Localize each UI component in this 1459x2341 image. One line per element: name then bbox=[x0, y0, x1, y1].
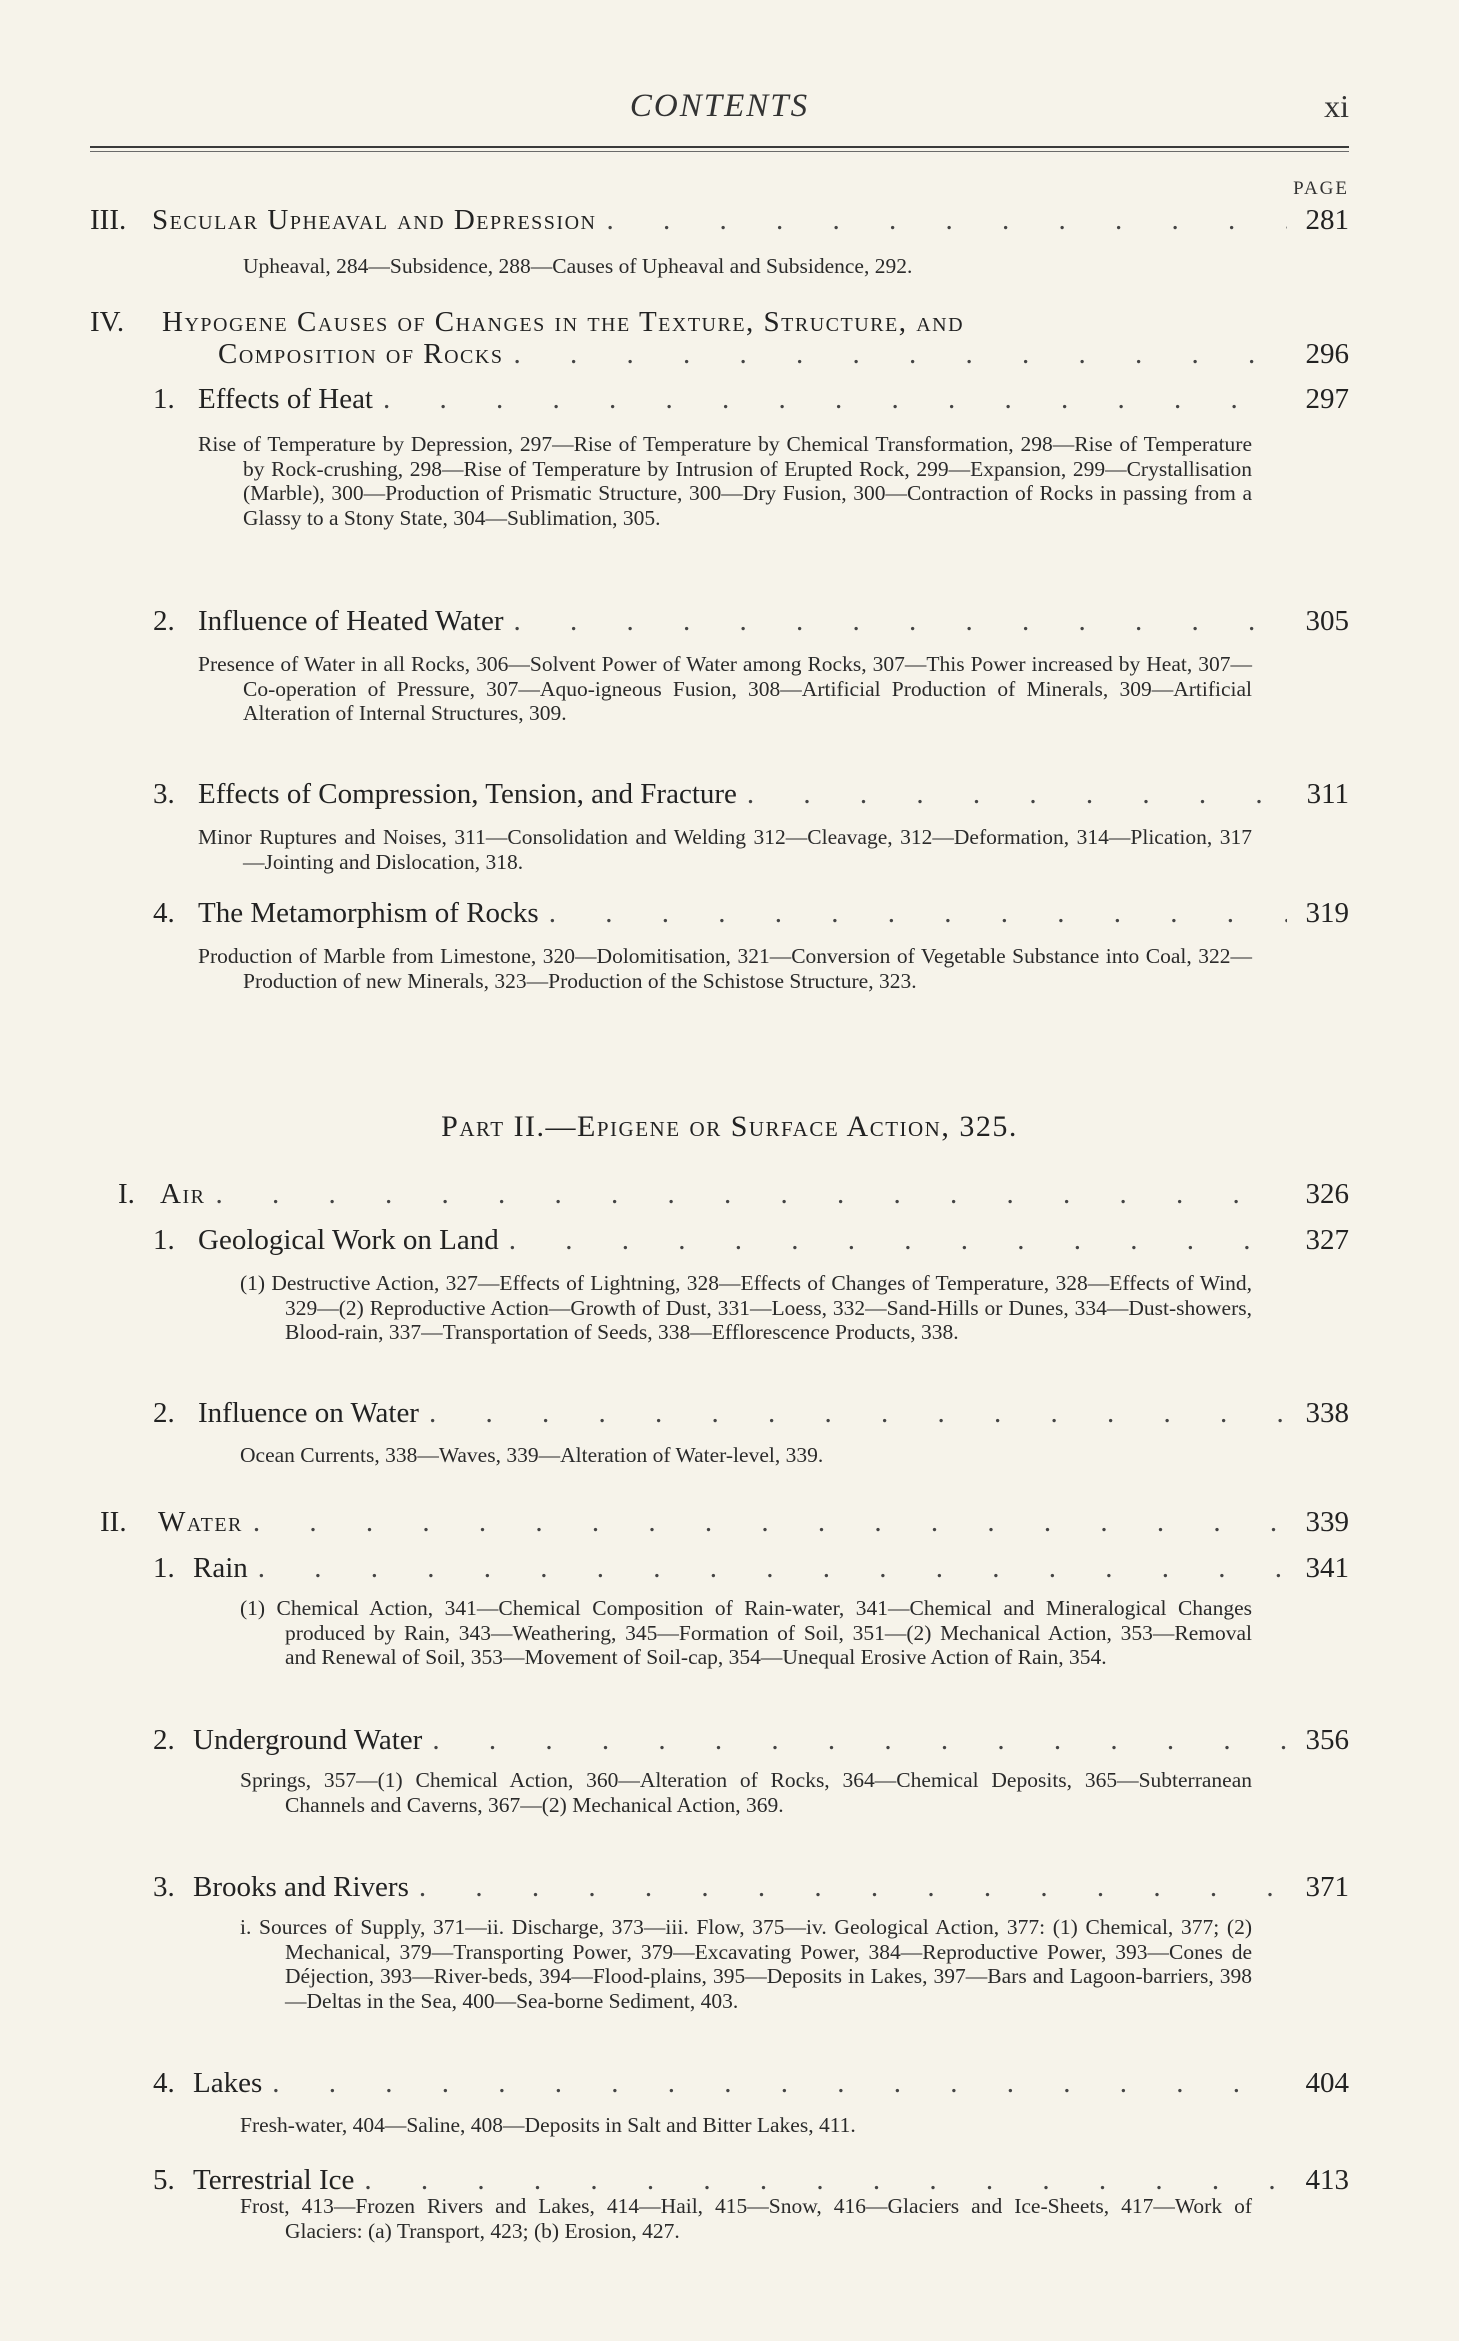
toc-entry bbox=[153, 1397, 1349, 1430]
entry-number: III. bbox=[90, 204, 127, 236]
entry-page: 371 bbox=[1305, 1871, 1349, 1903]
entry-description: Fresh-water, 404—Saline, 408—Deposits in Salt and Bitter Lakes, 411. bbox=[240, 2113, 856, 2137]
entry-title: Secular Upheaval and Depression bbox=[152, 204, 597, 236]
toc-entry bbox=[90, 204, 1349, 237]
entry-description: Frost, 413—Frozen Rivers and Lakes, 414—Hail, 415—Snow, 416—Glaciers and Ice-Sheets, 417—Work of Glaciers: (a) Transport, 423; (b) Erosion, 427. bbox=[240, 2194, 1252, 2243]
entry-title-line1: Hypogene Causes of Changes in the Texture, Structure, and bbox=[162, 306, 965, 338]
entry-title: Influence on Water bbox=[198, 1397, 419, 1429]
header-rule bbox=[90, 146, 1349, 148]
toc-entry bbox=[153, 1552, 1349, 1585]
dot-leader bbox=[215, 1178, 1287, 1211]
header-rule-thin bbox=[90, 151, 1349, 152]
entry-title: Effects of Heat bbox=[198, 383, 373, 415]
dot-leader bbox=[419, 1871, 1287, 1904]
part-heading bbox=[0, 1110, 1459, 1144]
entry-title: Composition of Rocks bbox=[218, 338, 504, 370]
entry-description: i. Sources of Supply, 371—ii. Discharge, 373—iii. Flow, 375—iv. Geological Action, 377: (1) Chemical, 377; (2) Mechanical, 379—Transporting Power, 379—Excavating Power, 384—Reproductive Power, 393—Cones de Déjection, 393—River-beds, 394—Flood-plains, 395—Deposits in Lakes, 397—Bars and Lagoon-barriers, 398—Deltas in the Sea, 400—Sea-borne Sediment, 403. bbox=[240, 1915, 1252, 2013]
entry-page: 356 bbox=[1305, 1724, 1349, 1756]
toc-entry bbox=[153, 897, 1349, 930]
entry-page: 339 bbox=[1305, 1506, 1349, 1538]
entry-title: Rain bbox=[193, 1552, 248, 1584]
entry-description: Production of Marble from Limestone, 320—Dolomitisation, 321—Conversion of Vegetable Substance into Coal, 322—Production of new Minerals, 323—Production of the Schistose Structure, 323. bbox=[198, 944, 1252, 993]
entry-page: 338 bbox=[1305, 1397, 1349, 1429]
entry-description: Ocean Currents, 338—Waves, 339—Alteration of Water-level, 339. bbox=[240, 1443, 824, 1467]
entry-page: 404 bbox=[1305, 2067, 1349, 2099]
entry-title: Geological Work on Land bbox=[198, 1224, 499, 1256]
toc-entry bbox=[118, 1178, 1349, 1211]
entry-number: 2. bbox=[153, 1397, 175, 1429]
entry-description: Upheaval, 284—Subsidence, 288—Causes of Upheaval and Subsidence, 292. bbox=[243, 254, 913, 278]
entry-page: 281 bbox=[1305, 204, 1349, 236]
entry-number: I. bbox=[118, 1178, 135, 1210]
part-page: 325. bbox=[959, 1110, 1018, 1143]
entry-number: 1. bbox=[153, 383, 175, 415]
entry-title: Effects of Compression, Tension, and Fracture bbox=[198, 778, 737, 810]
entry-title: Water bbox=[158, 1506, 243, 1538]
toc-entry bbox=[153, 605, 1349, 638]
dot-leader bbox=[509, 1224, 1287, 1257]
entry-description: Springs, 357—(1) Chemical Action, 360—Alteration of Rocks, 364—Chemical Deposits, 365—Subterranean Channels and Caverns, 367—(2) Mechanical Action, 369. bbox=[240, 1768, 1252, 1817]
dot-leader bbox=[383, 383, 1287, 416]
entry-page: 311 bbox=[1306, 778, 1349, 810]
entry-description: Rise of Temperature by Depression, 297—Rise of Temperature by Chemical Transformation, 298—Rise of Temperature by Rock-crushing, 298—Rise of Temperature by Intrusion of Erupted Rock, 299—Expansion, 299—Crystallisation (Marble), 300—Production of Prismatic Structure, 300—Dry Fusion, 300—Contraction of Rocks in passing from a Glassy to a Stony State, 304—Sublimation, 305. bbox=[198, 432, 1252, 530]
dot-leader bbox=[513, 338, 1287, 371]
entry-title: Underground Water bbox=[193, 1724, 423, 1756]
toc-entry bbox=[153, 1724, 1349, 1757]
running-head bbox=[90, 88, 1349, 128]
toc-entry-line1 bbox=[90, 306, 1253, 339]
toc-entry bbox=[153, 1871, 1349, 1904]
entry-description: Minor Ruptures and Noises, 311—Consolidation and Welding 312—Cleavage, 312—Deformation, 314—Plication, 317—Jointing and Dislocation, 318. bbox=[198, 825, 1252, 874]
entry-number: 2. bbox=[153, 1724, 175, 1756]
entry-number: 2. bbox=[153, 605, 175, 637]
toc-entry bbox=[153, 2067, 1349, 2100]
entry-page: 297 bbox=[1305, 383, 1349, 415]
entry-number: IV. bbox=[90, 306, 125, 338]
entry-description: Presence of Water in all Rocks, 306—Solvent Power of Water among Rocks, 307—This Power increased by Heat, 307—Co-operation of Pressure, 307—Aquo-igneous Fusion, 308—Artificial Production of Minerals, 309—Artificial Alteration of Internal Structures, 309. bbox=[198, 652, 1252, 725]
dot-leader bbox=[364, 2164, 1287, 2197]
dot-leader bbox=[429, 1397, 1287, 1430]
entry-description: (1) Destructive Action, 327—Effects of Lightning, 328—Effects of Changes of Temperature, 328—Effects of Wind, 329—(2) Reproductive Action—Growth of Dust, 331—Loess, 332—Sand-Hills or Dunes, 334—Dust-showers, Blood-rain, 337—Transportation of Seeds, 338—Efflorescence Products, 338. bbox=[240, 1271, 1252, 1344]
entry-page: 413 bbox=[1305, 2164, 1349, 2196]
entry-title: Brooks and Rivers bbox=[193, 1871, 409, 1903]
entry-page: 341 bbox=[1305, 1552, 1349, 1584]
entry-title: Lakes bbox=[193, 2067, 263, 2099]
running-head-title: CONTENTS bbox=[629, 88, 810, 124]
toc-entry bbox=[218, 338, 1349, 371]
dot-leader bbox=[253, 1506, 1287, 1539]
part-title: Part II.—Epigene or Surface Action, bbox=[441, 1110, 951, 1143]
entry-number: 4. bbox=[153, 2067, 175, 2099]
entry-title: Air bbox=[160, 1178, 206, 1210]
toc-entry bbox=[153, 383, 1349, 416]
entry-number: II. bbox=[100, 1506, 127, 1538]
entry-page: 296 bbox=[1305, 338, 1349, 370]
entry-number: 4. bbox=[153, 897, 175, 929]
entry-number: 1. bbox=[153, 1552, 175, 1584]
dot-leader bbox=[258, 1552, 1287, 1585]
entry-title: Influence of Heated Water bbox=[198, 605, 504, 637]
page-number: xi bbox=[1324, 88, 1349, 124]
entry-description: (1) Chemical Action, 341—Chemical Composition of Rain-water, 341—Chemical and Mineralogical Changes produced by Rain, 343—Weathering, 345—Formation of Soil, 351—(2) Mechanical Action, 353—Removal and Renewal of Soil, 353—Movement of Soil-cap, 354—Unequal Erosive Action of Rain, 354. bbox=[240, 1596, 1252, 1669]
dot-leader bbox=[514, 605, 1288, 638]
toc-entry bbox=[153, 2164, 1349, 2197]
dot-leader bbox=[272, 2067, 1287, 2100]
entry-page: 326 bbox=[1305, 1178, 1349, 1210]
entry-number: 3. bbox=[153, 1871, 175, 1903]
dot-leader bbox=[432, 1724, 1287, 1757]
entry-number: 5. bbox=[153, 2164, 175, 2196]
entry-page: 327 bbox=[1305, 1224, 1349, 1256]
entry-page: 319 bbox=[1305, 897, 1349, 929]
dot-leader bbox=[549, 897, 1287, 930]
dot-leader bbox=[606, 204, 1287, 237]
toc-entry bbox=[100, 1506, 1349, 1539]
toc-entry bbox=[153, 778, 1349, 811]
entry-number: 3. bbox=[153, 778, 175, 810]
entry-title: The Metamorphism of Rocks bbox=[198, 897, 539, 929]
entry-title: Terrestrial Ice bbox=[193, 2164, 355, 2196]
page-column-label: PAGE bbox=[1293, 178, 1349, 199]
dot-leader bbox=[747, 778, 1287, 811]
entry-number: 1. bbox=[153, 1224, 175, 1256]
entry-page: 305 bbox=[1305, 605, 1349, 637]
toc-entry bbox=[153, 1224, 1349, 1257]
